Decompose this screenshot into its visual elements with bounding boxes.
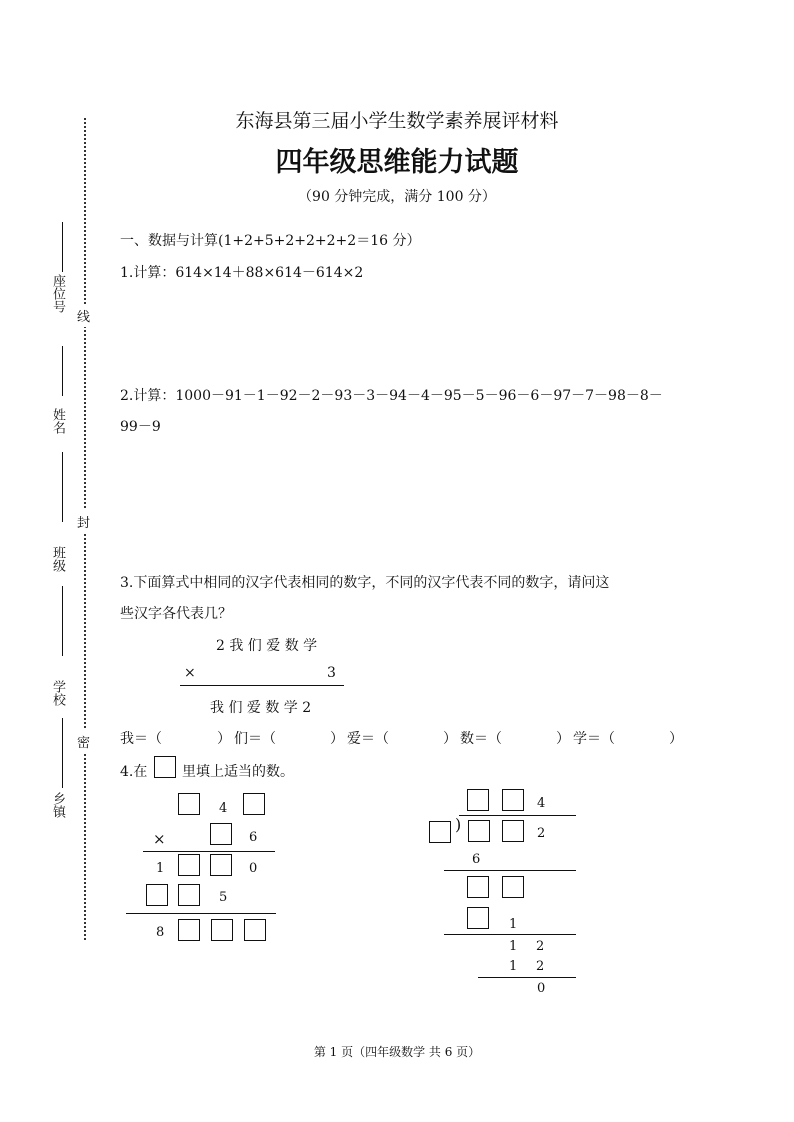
label-town: 乡镇: [50, 792, 65, 818]
answer-ai-label: 爱＝（: [347, 731, 389, 747]
seat-underline: [62, 222, 63, 272]
div-box-d1[interactable]: [468, 820, 490, 842]
div-rule-1: [444, 870, 576, 871]
question-2-line2: 99－9: [120, 419, 161, 435]
mult-digit-5: 5: [219, 890, 228, 905]
mult-box-j[interactable]: [244, 919, 266, 941]
div-row-a-1: 1: [509, 939, 518, 954]
answer-ai-close: ）: [443, 731, 457, 747]
seal-char-secret: 密: [77, 730, 90, 753]
mult-rule-2: [126, 913, 276, 914]
div-digit-6: 6: [472, 852, 481, 867]
answer-xue-close: ）: [669, 731, 683, 747]
seal-char-seal: 封: [77, 510, 90, 533]
div-rule-2: [444, 934, 576, 935]
question-4-prefix: 4.在: [120, 764, 148, 780]
answer-men-label: 们＝（: [234, 731, 276, 747]
answer-shu-close: ）: [556, 731, 570, 747]
div-box-q2[interactable]: [502, 789, 524, 811]
question-4-suffix: 里填上适当的数。: [182, 764, 294, 780]
div-box-divisor[interactable]: [429, 821, 451, 843]
town-underline: [62, 718, 63, 788]
answer-xue-label: 学＝（: [573, 731, 615, 747]
mult-digit-6: 6: [249, 830, 258, 845]
mult-digit-1: 1: [156, 861, 165, 876]
answer-wo-label: 我＝（: [120, 731, 162, 747]
document-title: 东海县第三届小学生数学素养展评材料: [235, 110, 559, 132]
q3-rule: [180, 685, 344, 686]
q3-times-sign: ×: [184, 665, 196, 681]
class-underline: [62, 452, 63, 522]
label-school: 学校: [50, 680, 65, 706]
mult-times-sign: ×: [153, 830, 166, 848]
question-3-line2: 些汉字各代表几？: [120, 606, 232, 622]
mult-box-d[interactable]: [178, 854, 200, 876]
div-dividend-2: 2: [537, 826, 546, 841]
question-3-line1: 3.下面算式中相同的汉字代表相同的数字，不同的汉字代表不同的数字，请问这: [120, 575, 610, 591]
exam-subtitle: （90 分钟完成，满分 100 分）: [298, 189, 496, 205]
seal-char-line: 线: [77, 304, 90, 327]
mult-box-e[interactable]: [210, 854, 232, 876]
label-class: 班级: [50, 546, 65, 572]
question-2-line1: 2.计算：1000－91－1－92－2－93－3－94－4－95－5－96－6－97－7－98－8－: [120, 388, 663, 404]
div-remainder-0: 0: [537, 981, 546, 996]
exam-title: 四年级思维能力试题: [275, 147, 519, 178]
page-footer: 第 1 页（四年级数学 共 6 页）: [313, 1045, 481, 1059]
q3-product: 我 们 爱 数 学 2: [210, 700, 312, 716]
section-heading: 一、数据与计算(1+2+5+2+2+2+2＝16 分）: [120, 233, 421, 249]
label-seat-number: 座位号: [50, 274, 65, 313]
div-box-d2[interactable]: [502, 820, 524, 842]
mult-box-i[interactable]: [211, 919, 233, 941]
div-box-s1[interactable]: [467, 907, 489, 929]
div-row-a-2: 2: [536, 939, 545, 954]
mult-box-f[interactable]: [146, 884, 168, 906]
mult-box-b[interactable]: [243, 793, 265, 815]
div-row-b-1: 1: [509, 959, 518, 974]
name-underline: [62, 346, 63, 396]
mult-rule-1: [143, 851, 275, 852]
div-quotient-4: 4: [537, 796, 546, 811]
div-box-q1[interactable]: [467, 789, 489, 811]
div-box-r1[interactable]: [467, 876, 489, 898]
mult-box-g[interactable]: [178, 884, 200, 906]
div-bracket-top: [459, 815, 576, 816]
mult-box-c[interactable]: [210, 823, 232, 845]
mult-digit-4: 4: [219, 801, 228, 816]
div-bracket-paren: ): [455, 815, 462, 834]
mult-digit-8: 8: [156, 925, 165, 940]
answer-shu-label: 数＝（: [460, 731, 502, 747]
q3-multiplicand: 2 我 们 爱 数 学: [216, 638, 318, 654]
q3-multiplier: 3: [327, 665, 336, 681]
answer-wo-close: ）: [217, 731, 231, 747]
sample-fill-box: [154, 756, 176, 778]
mult-box-h[interactable]: [178, 919, 200, 941]
answer-men-close: ）: [330, 731, 344, 747]
div-digit-1: 1: [509, 917, 518, 932]
school-underline: [62, 586, 63, 656]
div-rule-3: [478, 977, 576, 978]
mult-box-a[interactable]: [178, 793, 200, 815]
div-box-r2[interactable]: [502, 876, 524, 898]
div-row-b-2: 2: [536, 959, 545, 974]
question-1: 1.计算：614×14＋88×614－614×2: [120, 265, 364, 281]
mult-digit-0: 0: [249, 861, 258, 876]
label-name: 姓名: [50, 408, 65, 434]
